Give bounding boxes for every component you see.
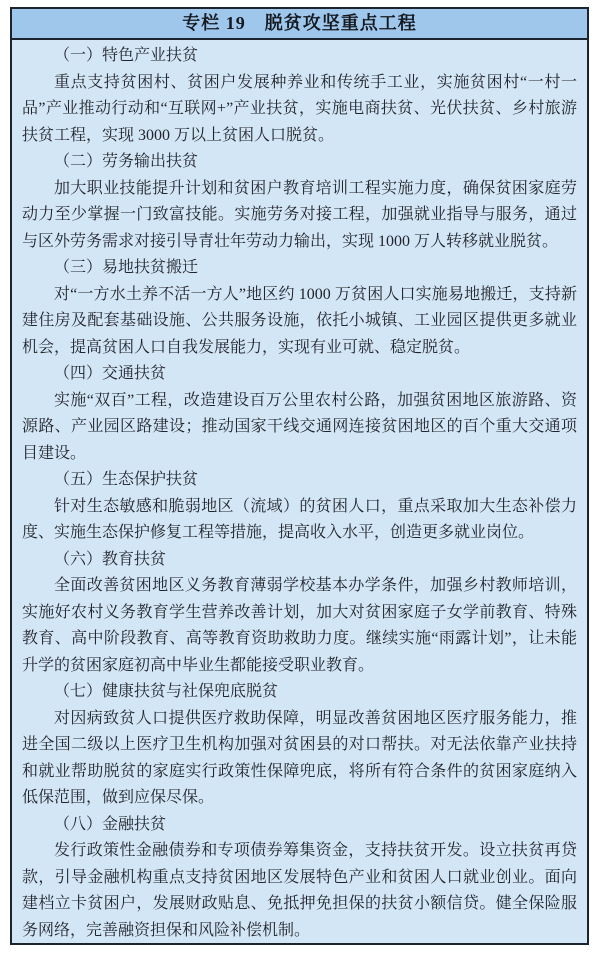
section-paragraph: 全面改善贫困地区义务教育薄弱学校基本办学条件，加强乡村教师培训，实施好农村义务教育学生营养改善计划，加大对贫困家庭子女学前教育、特殊教育、高中阶段教育、高等教育资助救助力度。继续实施“雨露计划”，让未能升学的贫困家庭初高中毕业生都能接受职业教育。: [22, 577, 577, 674]
section-paragraph: 针对生态敏感和脆弱地区（流域）的贫困人口，重点采取加大生态补偿力度、实施生态保护修复工程等措施，提高收入水平，创造更多就业岗位。: [22, 497, 577, 541]
section-heading: （四）交通扶贫: [54, 365, 167, 382]
section-heading: （六）教育扶贫: [54, 550, 167, 568]
section-paragraph: 对因病致贫人口提供医疗救助保障，明显改善贫困地区医疗服务能力，推进全国二级以上医疗卫生机构加强对贫困县的对口帮扶。对无法依靠产业扶持和就业帮助脱贫的家庭实行政策性保障兜底，将所有符合条件的贫困家庭纳入低保范围，做到应保尽保。: [22, 709, 577, 806]
section-paragraph: 重点支持贫困村、贫困户发展种养业和传统手工业，实施贫困村“一村一品”产业推动行动和“互联网+”产业扶贫，实施电商扶贫、光伏扶贫、乡村旅游扶贫工程，实现 3000 万以上贫困人口脱贫。: [22, 73, 577, 144]
policy-box-panel: [10, 7, 589, 945]
section-transport: [22, 361, 577, 467]
panel-title: 专栏 19 脱贫攻坚重点工程: [12, 9, 587, 40]
section-paragraph: 加大职业技能提升计划和贫困户教育培训工程实施力度，确保贫困家庭劳动力至少掌握一门致富技能。实施劳务对接工程，加强就业指导与服务，通过与区外劳务需求对接引导青壮年劳动力输出，实现 1000 万人转移就业脱贫。: [22, 179, 577, 250]
section-heading: （五）生态保护扶贫: [54, 471, 199, 488]
section-paragraph: 对“一方水土养不活一方人”地区约 1000 万贫困人口实施易地搬迁，支持新建住房及配套基础设施、公共服务设施，依托小城镇、工业园区提供更多就业机会，提高贫困人口自我发展能力，实现有业可就、稳定脱贫。: [22, 285, 577, 356]
section-special-industry: [22, 43, 577, 149]
panel-body: [12, 40, 587, 945]
section-education: [22, 547, 577, 680]
section-finance: [22, 812, 577, 945]
section-heading: （一）特色产业扶贫: [54, 47, 199, 64]
section-heading: （二）劳务输出扶贫: [54, 153, 199, 170]
section-relocation: [22, 255, 577, 361]
section-heading: （三）易地扶贫搬迁: [54, 259, 199, 276]
section-heading: （八）金融扶贫: [54, 815, 167, 833]
section-heading: （七）健康扶贫与社保兜底脱贫: [54, 683, 279, 700]
section-paragraph: 实施“双百”工程，改造建设百万公里农村公路，加强贫困地区旅游路、资源路、产业园区路建设；推动国家干线交通网连接贫困地区的百个重大交通项目建设。: [22, 391, 577, 462]
section-paragraph: 发行政策性金融债券和专项债券筹集资金，支持扶贫开发。设立扶贫再贷款，引导金融机构重点支持贫困地区发展特色产业和贫困人口就业创业。面向建档立卡贫困户，发展财政贴息、免抵押免担保的扶贫小额信贷。健全保险服务网络，完善融资担保和风险补偿机制。: [22, 842, 577, 939]
section-health-social-security: [22, 679, 577, 812]
section-ecology: [22, 467, 577, 547]
section-labor-export: [22, 149, 577, 255]
